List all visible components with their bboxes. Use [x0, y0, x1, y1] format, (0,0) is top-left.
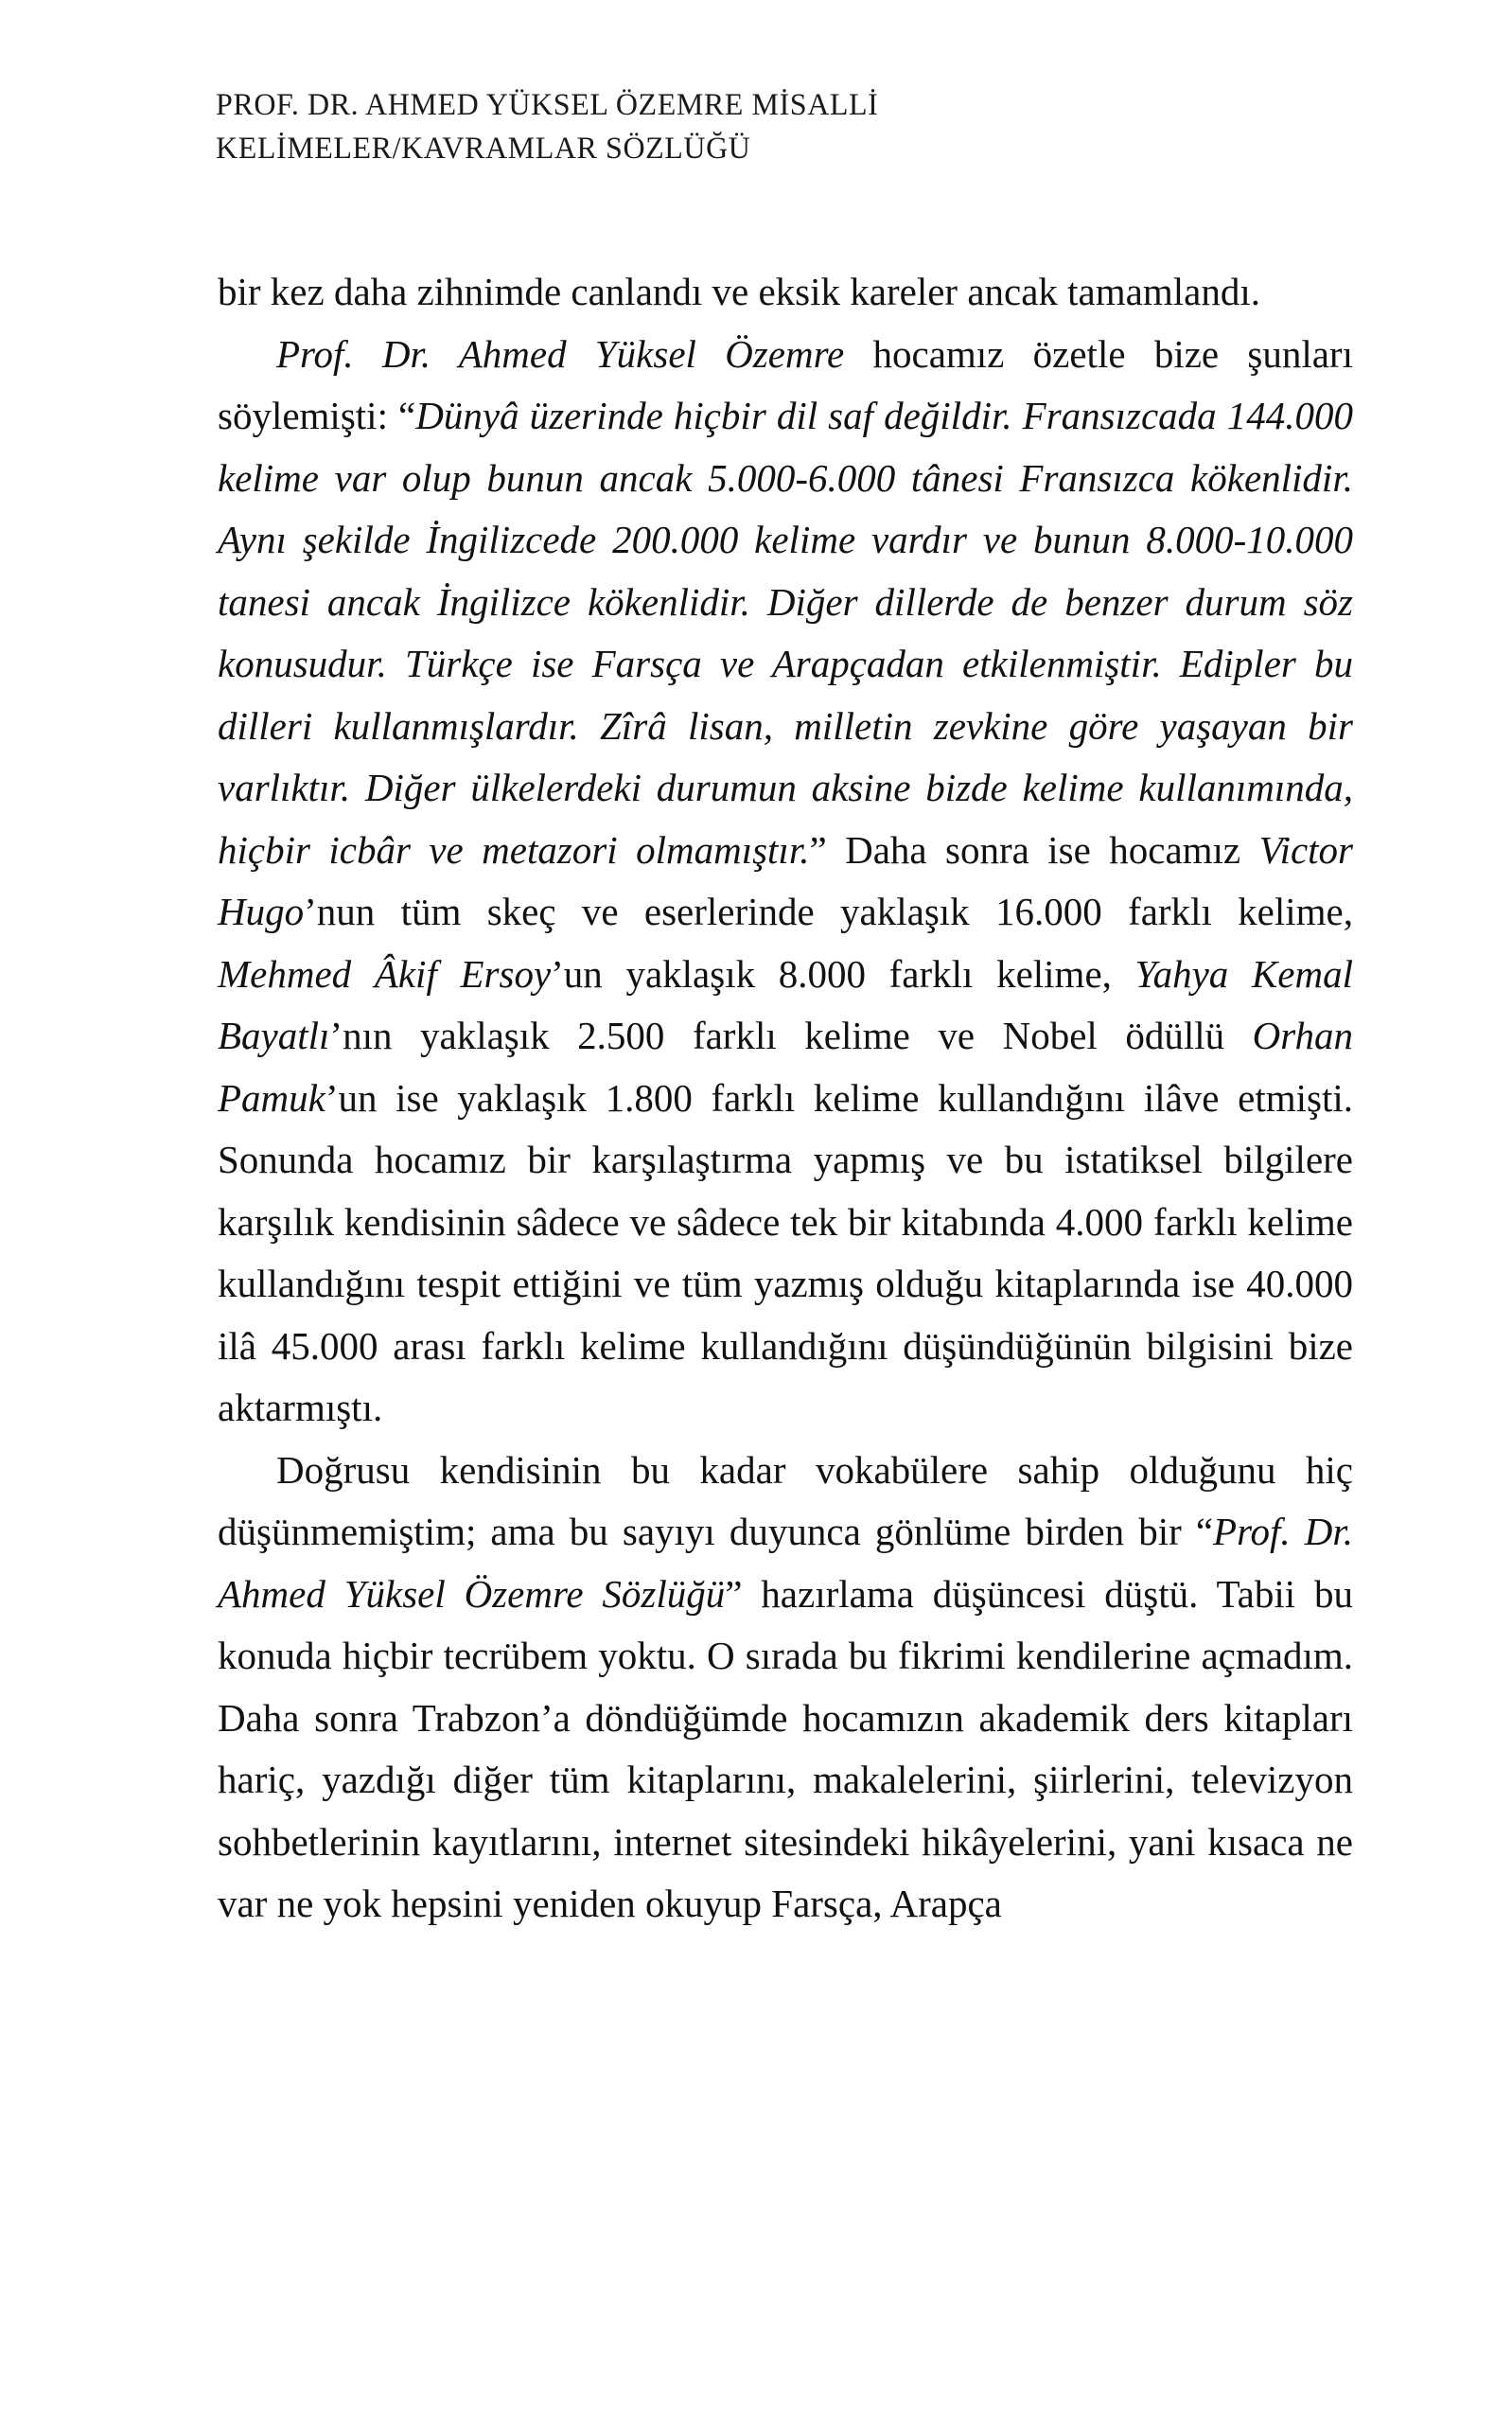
quotation-body: Dünyâ üzerinde hiçbir dil saf değildir. Fransızcada 144.000 kelime var olup bunun ancak 5.000-6.000 tânesi Fransızca kökenlidir. Aynı şekilde İngilizcede 200.000 kelime vardır ve bunun 8.000-10.000 tanesi ancak İngilizce kökenlidir. Diğer dillerde de benzer durum söz konusudur. Türkçe ise Farsça ve Arapçadan etkilenmiştir. Edipler bu dilleri kullanmışlardır. Zîrâ lisan, milletin zevkine göre yaşayan bir varlıktır. Diğer ülkelerdeki durumun aksine bizde kelime kullanımında, hiçbir icbâr ve metazori olmamıştır.	[218, 394, 1353, 872]
paragraph-3	[218, 1440, 1353, 1936]
running-header-line-1: PROF. DR. AHMED YÜKSEL ÖZEMRE MİSALLİ	[216, 88, 879, 122]
paragraph-2-run-6: ’nun tüm skeç ve eserlerinde yaklaşık 16.000 farklı kelime,	[304, 890, 1353, 933]
paragraph-2	[218, 324, 1353, 1440]
running-header	[216, 83, 1351, 170]
person-name-mehmed-akif-ersoy: Mehmed Âkif Ersoy	[218, 951, 552, 996]
person-name-ozemre: Prof. Dr. Ahmed Yüksel Özemre	[276, 331, 845, 376]
paragraph-3-run-3: ” hazırlama düşüncesi düştü. Tabii bu konuda hiçbir tecrübem yoktu. O sırada bu fikrimi kendilerine açmadım. Daha sonra Trabzon’a döndüğümde hocamızın akademik ders kitapları hariç, yazdığı diğer tüm kitaplarını, makalelerini, şiirlerini, televizyon sohbetlerinin kayıtlarını, internet sitesindeki hikâyelerini, yani kısaca ne var ne yok hepsini yeniden okuyup Farsça, Arapça	[218, 1571, 1353, 1925]
person-name-orhan-pamuk: Orhan Pamuk	[218, 1014, 1353, 1120]
paragraph-1-text: bir kez daha zihnimde canlandı ve eksik kareler ancak tamamlandı.	[218, 270, 1260, 313]
paragraph-2-run-12: ’un ise yaklaşık 1.800 farklı kelime kullandığını ilâve etmişti. Sonunda hocamız bir karşılaştırma yapmış ve bu istatiksel bilgilere karşılık kendisinin sâdece ve sâdece tek bir kitabında 4.000 farklı kelime kullandığını tespit ettiğini ve tüm yazmış olduğu kitaplarında ise 40.000 ilâ 45.000 arası farklı kelime kullandığını düşündüğünün bilgisini bize aktarmıştı.	[218, 1075, 1353, 1429]
paragraph-2-run-4: ” Daha sonra ise hocamız	[809, 827, 1259, 872]
paragraph-3-run-1: Doğrusu kendisinin bu kadar vokabülere sahip olduğunu hiç düşünmemiştim; ama bu sayıyı duyunca gönlüme birden bir “	[218, 1447, 1353, 1553]
running-header-line-2: KELİMELER/KAVRAMLAR SÖZLÜĞÜ	[216, 132, 751, 166]
paragraph-2-run-10: ’nın yaklaşık 2.500 farklı kelime ve Nobel ödüllü	[329, 1014, 1253, 1057]
book-title-ozemre-sozlugu: Prof. Dr. Ahmed Yüksel Özemre Sözlüğü	[218, 1510, 1353, 1616]
paragraph-1	[218, 261, 1353, 324]
person-name-victor-hugo: Victor Hugo	[218, 827, 1353, 933]
paragraph-2-run-2: hocamız özetle bize şunları söylemişti: “	[218, 331, 1353, 437]
paragraph-2-run-8: ’un yaklaşık 8.000 farklı kelime,	[551, 951, 1135, 996]
body-text-block	[218, 261, 1353, 1936]
person-name-yahya-kemal-bayatli: Yahya Kemal Bayatlı	[218, 951, 1353, 1057]
